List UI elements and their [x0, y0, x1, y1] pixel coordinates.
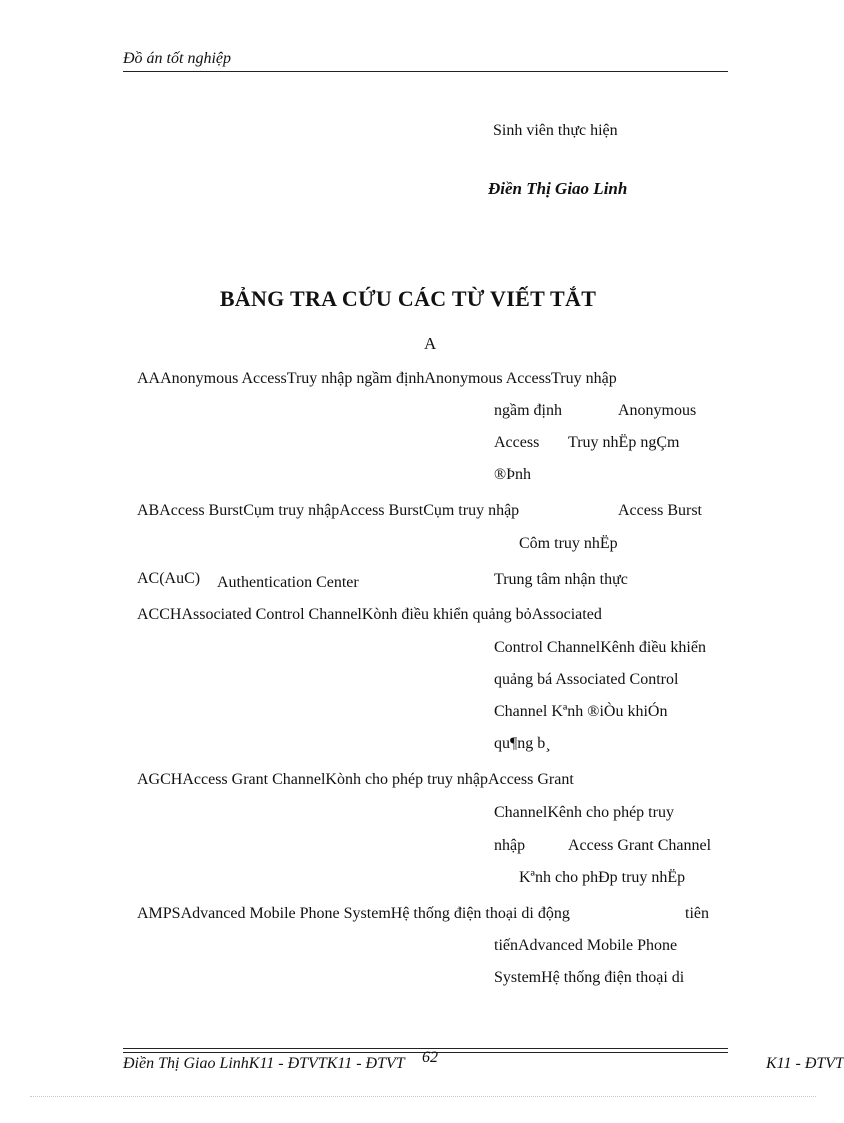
entry-ab-line-1b: Access Burst: [618, 502, 702, 519]
entry-aa-line-1: AAAnonymous AccessTruy nhập ngầm địnhAnonymous AccessTruy nhập: [137, 370, 617, 387]
entry-acch-line-2: Control ChannelKênh điều khiển: [494, 639, 706, 656]
footer-class: K11 - ĐTVT: [766, 1055, 844, 1072]
header-rule: [123, 71, 728, 72]
entry-amps-line-1a: AMPSAdvanced Mobile Phone SystemHệ thống điện thoại di động: [137, 905, 570, 922]
entry-ab-line-2: Côm truy nhËp: [519, 535, 618, 552]
entry-acch-line-4: Channel Kªnh ®iÒu khiÓn: [494, 703, 668, 720]
entry-ac-term: Authentication Center: [217, 574, 359, 591]
entry-amps-line-1b: tiên: [685, 905, 709, 922]
entry-ab-line-1a: ABAccess BurstCụm truy nhậpAccess BurstCụm truy nhập: [137, 502, 520, 519]
entry-acch-line-3: quảng bá Associated Control: [494, 671, 679, 688]
page-number: 62: [422, 1049, 438, 1066]
document-title: BẢNG TRA CỨU CÁC TỪ VIẾT TẮT: [219, 286, 597, 311]
running-header: Đồ án tốt nghiệp: [123, 50, 231, 67]
entry-aa-line-2b: Anonymous: [618, 402, 697, 419]
entry-ac-vn: Trung tâm nhận thực: [494, 571, 628, 588]
entry-agch-line-3a: nhập: [494, 837, 526, 854]
entry-aa-line-3a: Access: [494, 434, 540, 451]
entry-aa-line-4: ®Þnh: [494, 466, 532, 483]
signature-label: Sinh viên thực hiện: [493, 122, 618, 139]
entry-agch-line-3b: Access Grant Channel: [568, 837, 712, 854]
entry-acch-line-5: qu¶ng b¸: [494, 735, 551, 752]
entry-agch-line-4: Kªnh cho phÐp truy nhËp: [519, 869, 686, 886]
entry-aa-line-3b: Truy nhËp ngÇm: [568, 434, 680, 451]
entry-agch-line-1: AGCHAccess Grant ChannelKònh cho phép truy nhậpAccess Grant: [137, 771, 574, 788]
entry-amps-line-2: tiếnAdvanced Mobile Phone: [494, 937, 678, 954]
entry-ac-abbr: AC(AuC): [137, 570, 201, 587]
entry-aa-line-2a: ngầm định: [494, 402, 562, 419]
entry-amps-line-3: SystemHệ thống điện thoại di: [494, 969, 685, 986]
footer-author: Điền Thị Giao LinhK11 - ĐTVTK11 - ĐTVT: [123, 1055, 405, 1072]
signature-name: Điền Thị Giao Linh: [488, 179, 628, 198]
section-letter: A: [424, 334, 437, 353]
entry-agch-line-2: ChannelKênh cho phép truy: [494, 804, 674, 821]
entry-acch-line-1: ACCHAssociated Control ChannelKònh điều khiển quảng bỏAssociated: [137, 606, 602, 623]
page-break-dots: [30, 1096, 816, 1097]
